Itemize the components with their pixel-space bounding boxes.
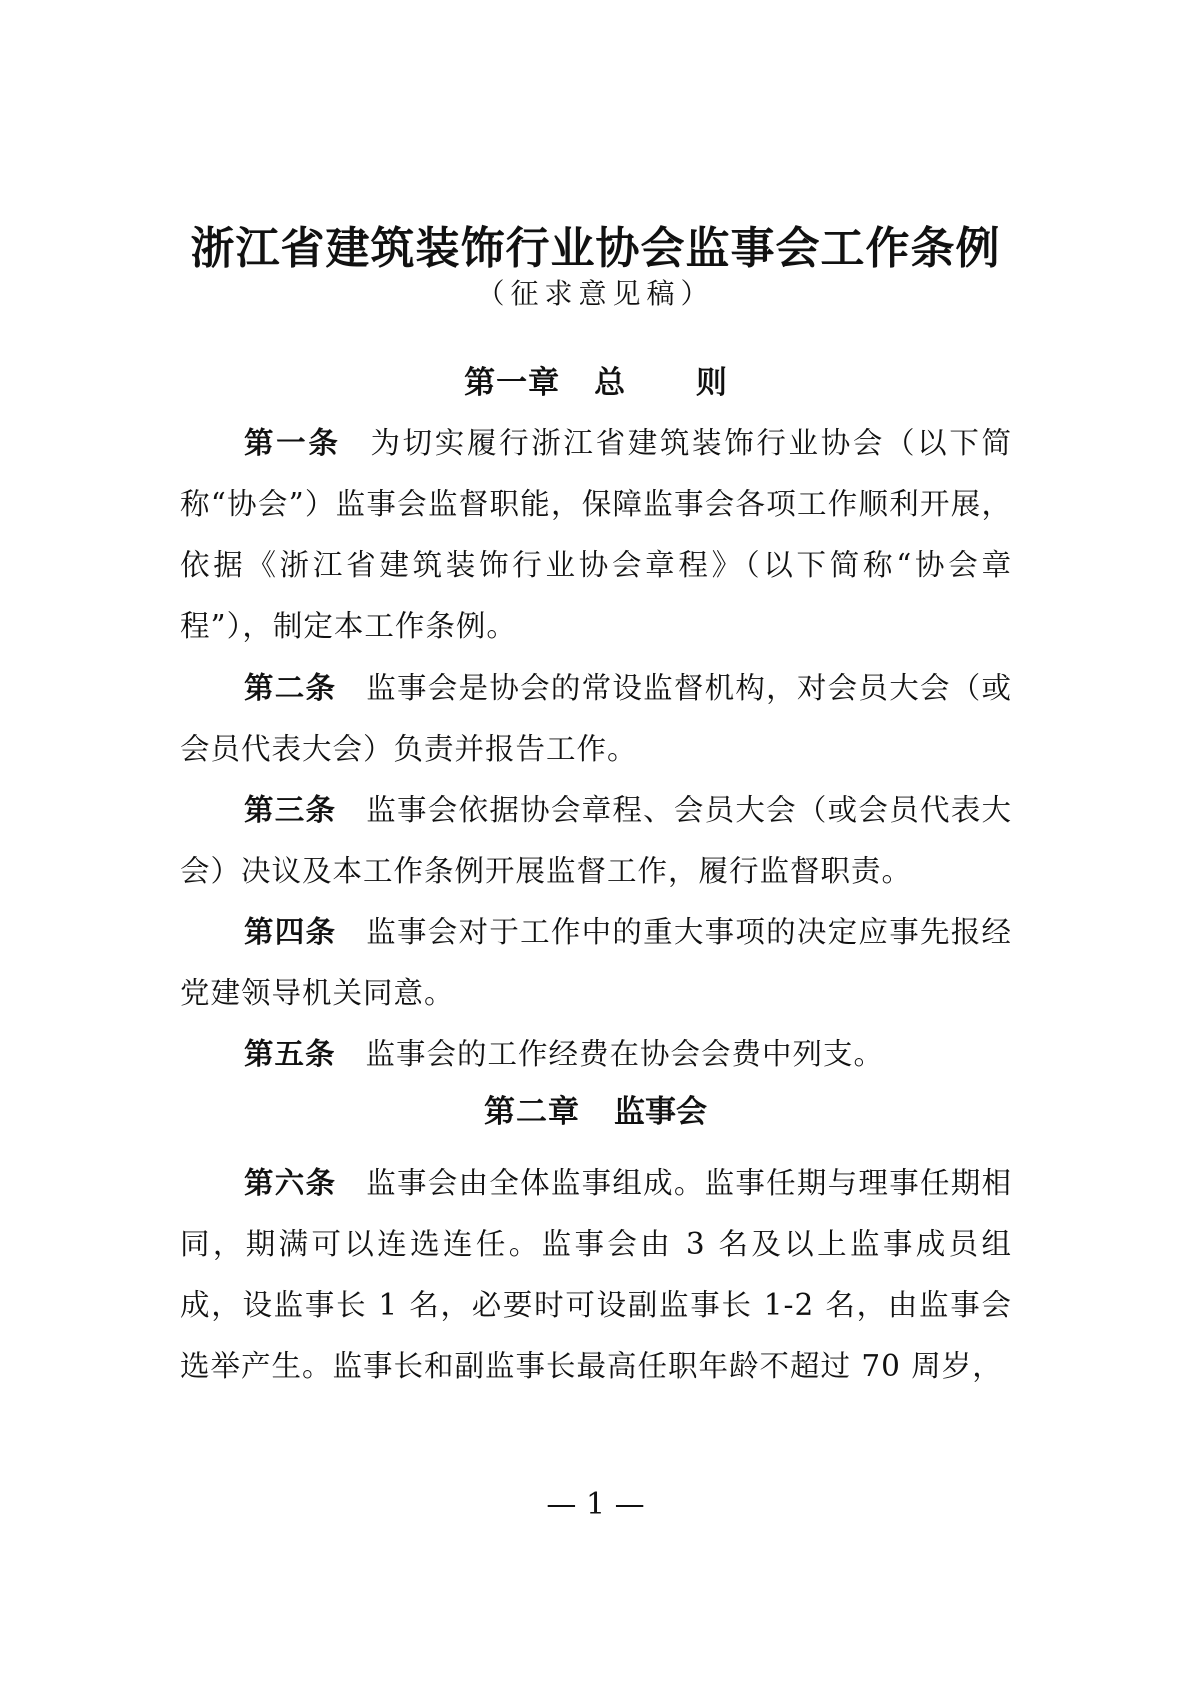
article-text: 监事会对于工作中的重大事项的决定应事先报经党建领导机关同意。 xyxy=(180,915,1012,1010)
article-paragraph xyxy=(180,413,1012,657)
chapter-number: 第一章 xyxy=(464,365,561,401)
chapter-name: 监事会 xyxy=(614,1094,707,1130)
chapter-heading-2 xyxy=(0,1086,1191,1131)
article-text: 监事会依据协会章程、会员大会（或会员代表大会）决议及本工作条例开展监督工作，履行监督职责。 xyxy=(180,793,1012,888)
article-text: 监事会是协会的常设监督机构，对会员大会（或会员代表大会）负责并报告工作。 xyxy=(180,671,1012,766)
article-paragraph xyxy=(180,1153,1012,1397)
article-text: 监事会的工作经费在协会会费中列支。 xyxy=(365,1037,885,1071)
article-text: 为切实履行浙江省建筑装饰行业协会（以下简称“协会”）监事会监督职能，保障监事会各项工作顺利开展，依据《浙江省建筑装饰行业协会章程》（以下简称“协会章程”），制定本工作条例。 xyxy=(180,426,1012,643)
page-number: — 1 — xyxy=(546,1487,645,1522)
document-subtitle: （征求意见稿） xyxy=(476,277,715,310)
article-label: 第二条 xyxy=(244,671,337,705)
article-paragraph xyxy=(180,658,1012,780)
article-label: 第四条 xyxy=(244,915,337,949)
article-text: 监事会由全体监事组成。监事任期与理事任期相同，期满可以连选连任。监事会由 3 名及以上监事成员组成，设监事长 1 名，必要时可设副监事长 1-2 名，由监事会选举产生。监事长和副监事长最高任职年龄不超过 70 周岁， xyxy=(180,1166,1012,1383)
article-label: 第六条 xyxy=(244,1166,337,1200)
article-paragraph xyxy=(180,902,1012,1024)
article-paragraph xyxy=(180,780,1012,902)
article-label: 第三条 xyxy=(244,793,337,827)
chapter-heading-1 xyxy=(0,357,1191,402)
article-paragraph xyxy=(180,1024,1012,1085)
article-label: 第一条 xyxy=(244,426,341,460)
chapter-number: 第二章 xyxy=(484,1094,580,1130)
chapter-name: 总 则 xyxy=(594,365,757,401)
article-label: 第五条 xyxy=(244,1037,336,1071)
document-title: 浙江省建筑装饰行业协会监事会工作条例 xyxy=(190,223,1001,274)
